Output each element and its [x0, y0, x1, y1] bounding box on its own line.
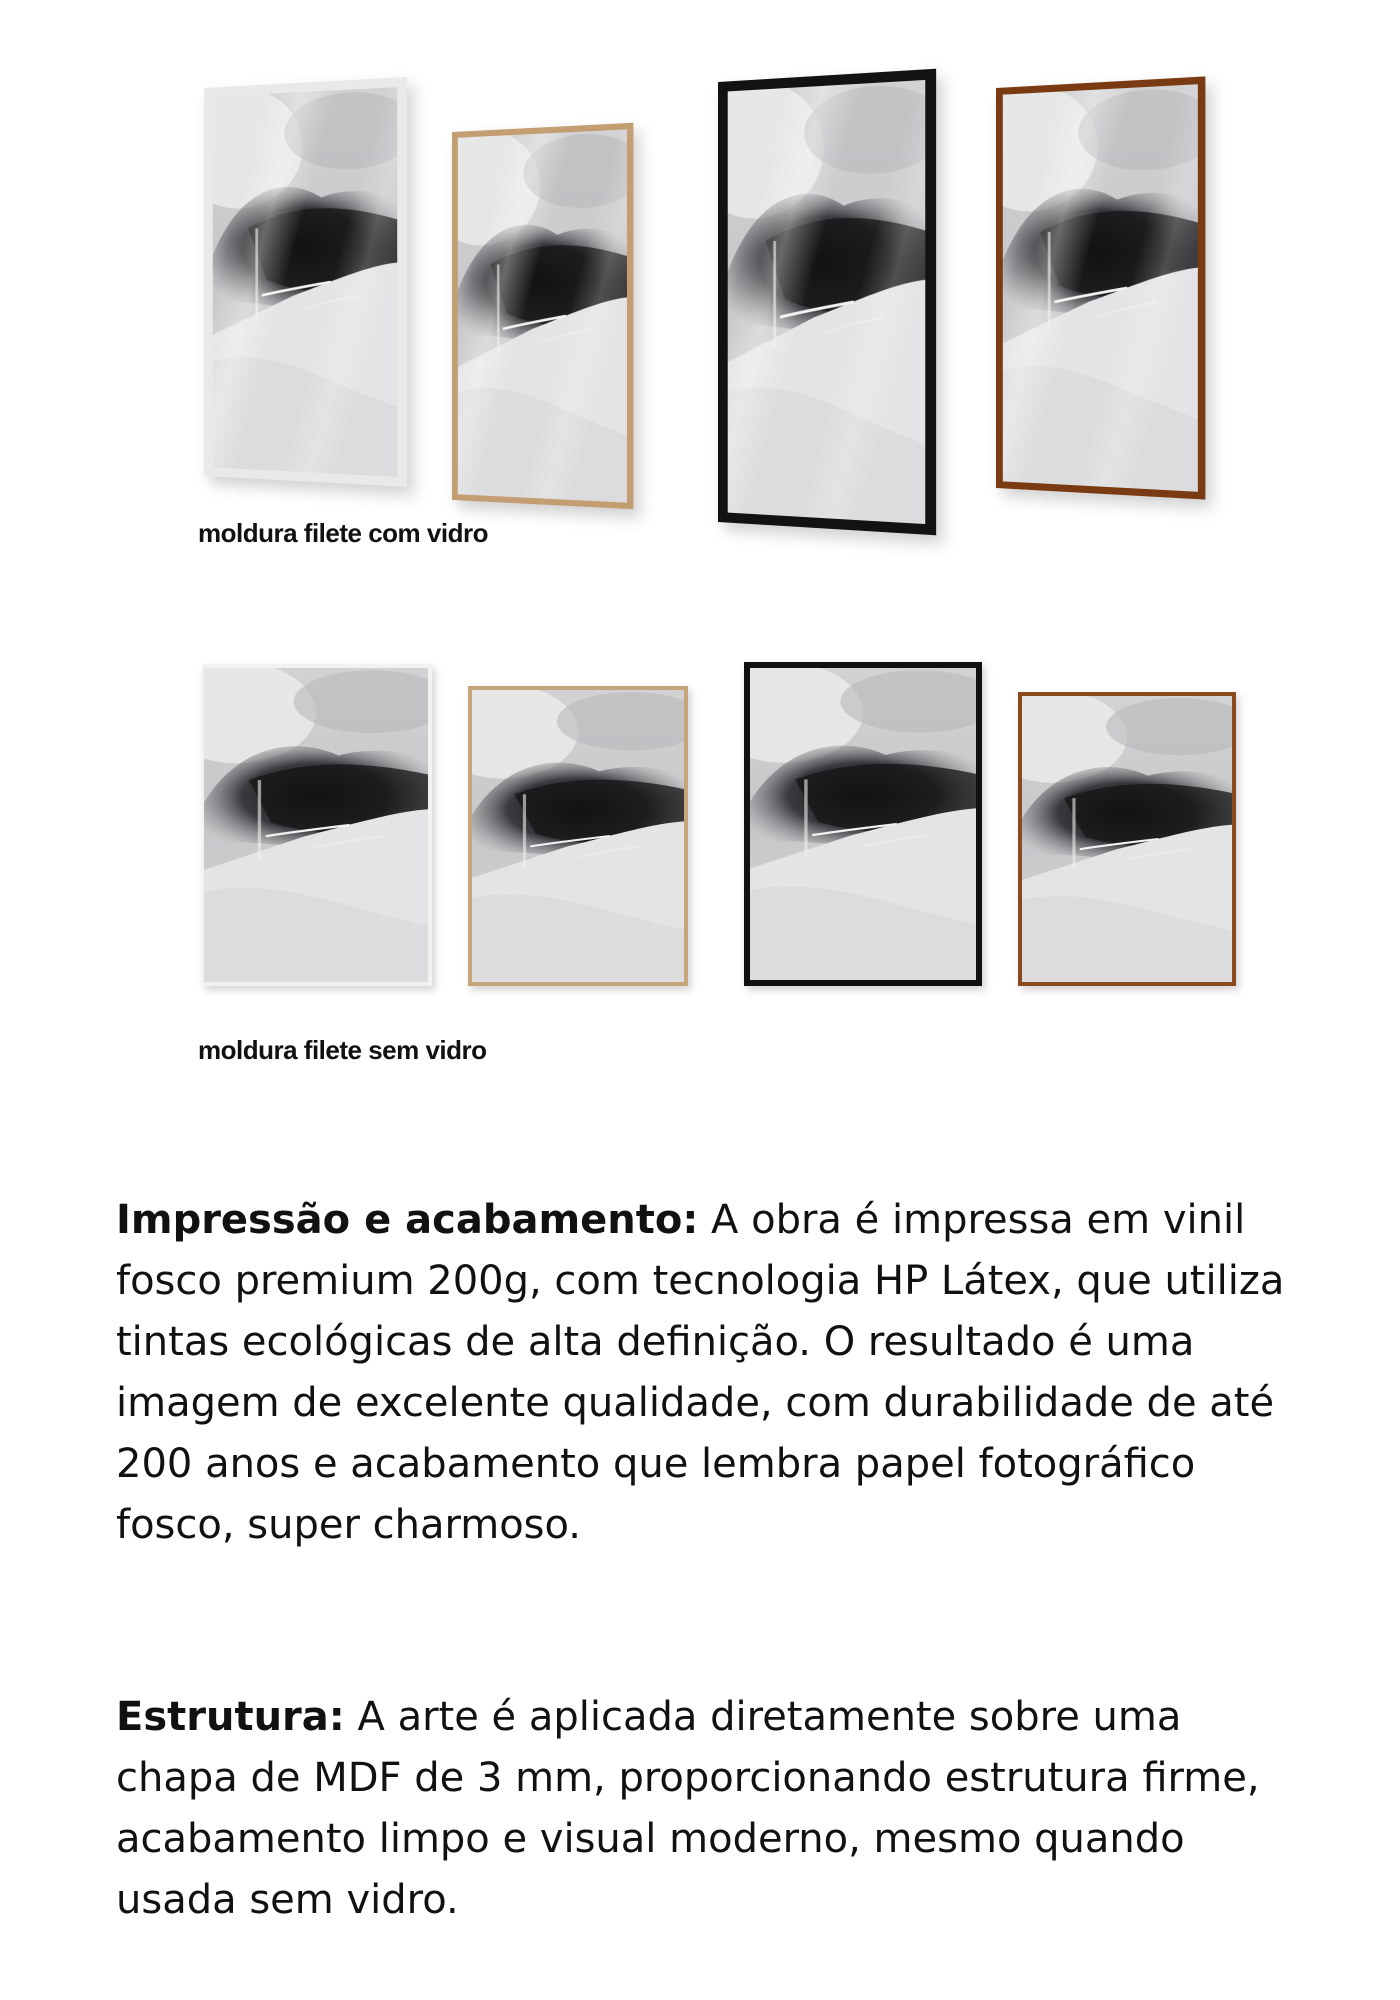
- printing-body: A obra é impressa em vinil fosco premium 200g, com tecnologia HP Látex, que utiliza tintas ecológicas de alta definição. O resultado é uma imagem de excelente qualidade, com durabilidade de até 200 anos e acabamento que lembra papel fotográfico fosco, super charmoso.: [116, 1197, 1285, 1548]
- artwork-image: [204, 668, 428, 982]
- artwork-image: [472, 690, 684, 982]
- printing-paragraph: [116, 1190, 1306, 1556]
- artwork-image: [213, 87, 397, 477]
- structure-body: A arte é aplicada diretamente sobre uma chapa de MDF de 3 mm, proporcionando estrutura firme, acabamento limpo e visual moderno, mesmo quando usada sem vidro.: [116, 1694, 1260, 1923]
- artwork-image: [750, 668, 976, 980]
- framed-art-white-no-glass: [202, 664, 432, 986]
- structure-paragraph: [116, 1687, 1306, 1931]
- framed-art-natural-wood-no-glass: [468, 686, 688, 986]
- artwork-image: [1022, 696, 1232, 982]
- structure-heading: Estrutura:: [116, 1694, 345, 1740]
- caption-with-glass: moldura filete com vidro: [198, 518, 488, 548]
- framed-art-black-no-glass: [744, 662, 982, 986]
- framed-art-brown-wood-no-glass: [1018, 692, 1236, 986]
- framed-art-black-glass: [718, 69, 936, 536]
- framed-art-brown-wood-glass: [996, 76, 1205, 499]
- caption-without-glass: moldura filete sem vidro: [198, 1035, 487, 1065]
- artwork-image: [728, 80, 926, 524]
- framed-art-natural-wood-glass: [452, 123, 633, 509]
- printing-heading: Impressão e acabamento:: [116, 1197, 699, 1243]
- artwork-image: [1003, 84, 1198, 492]
- artwork-image: [458, 129, 627, 502]
- framed-art-white-glass: [204, 77, 407, 487]
